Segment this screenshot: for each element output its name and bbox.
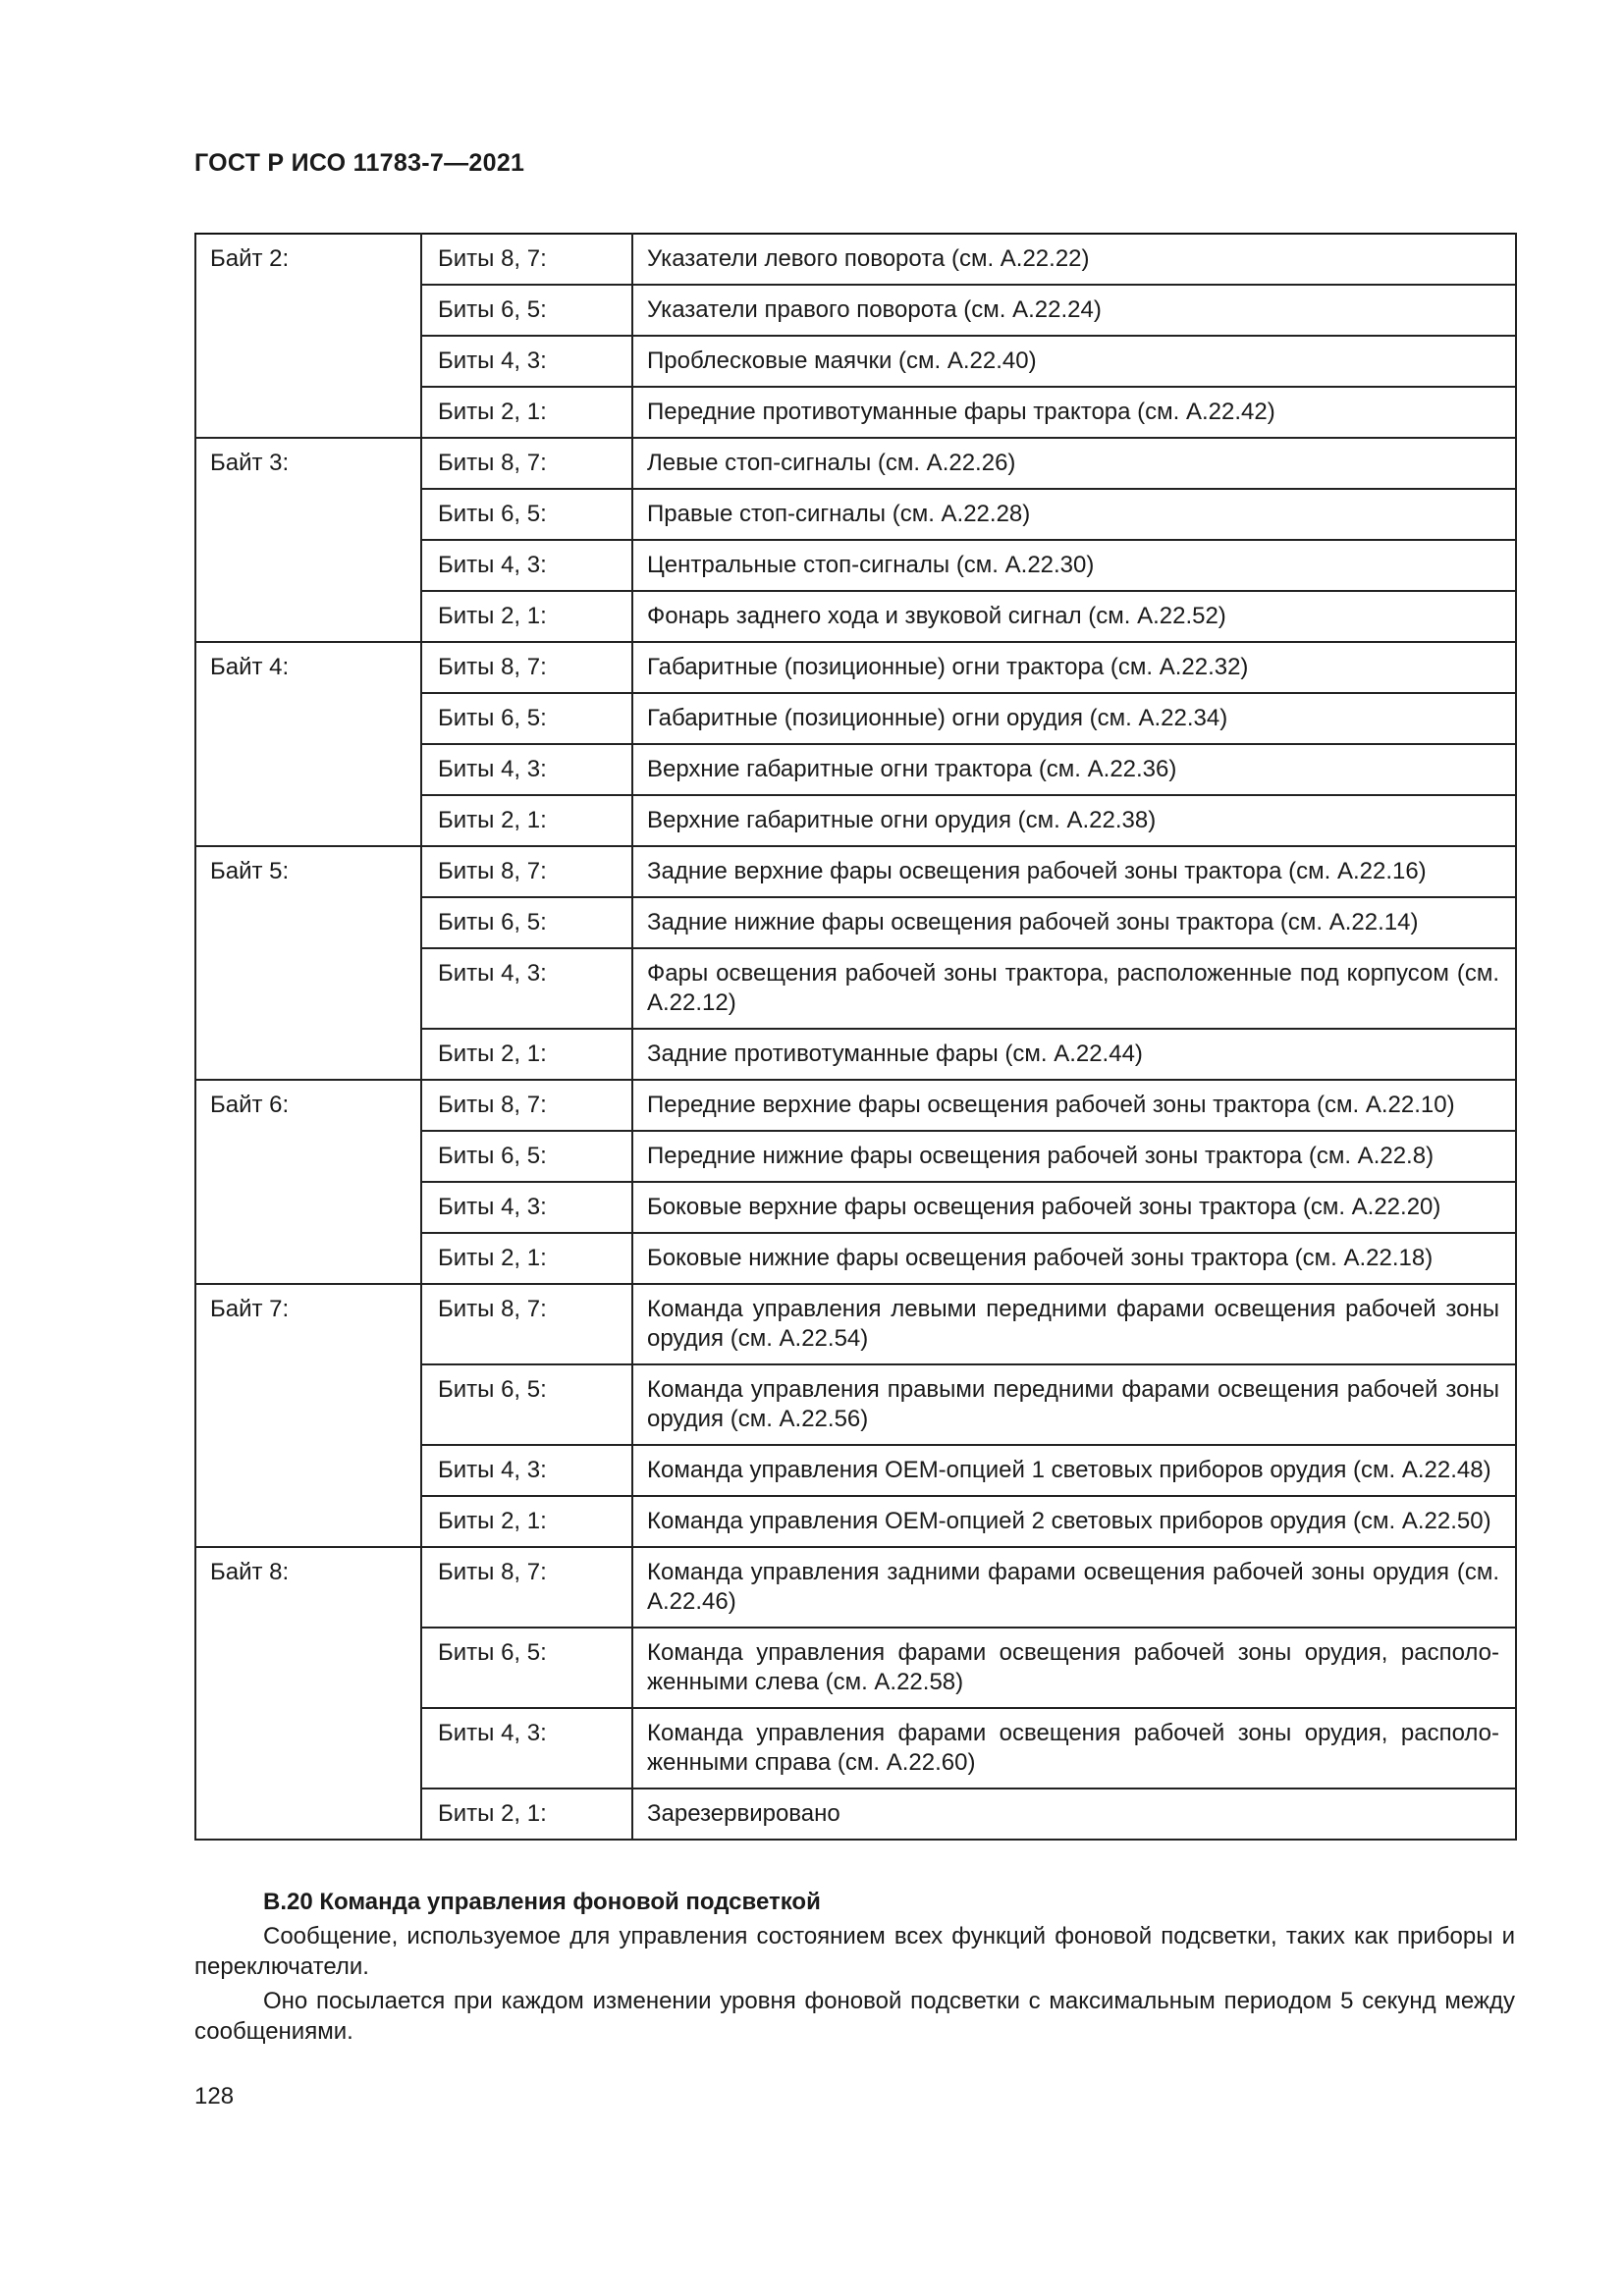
bit-description: Правые стоп-сигналы (см. А.22.28) (632, 489, 1516, 540)
page-number: 128 (194, 2083, 235, 2109)
table-row (195, 642, 1516, 693)
bits-label: Биты 4, 3: (421, 744, 632, 795)
bits-label: Биты 8, 7: (421, 1080, 632, 1131)
table-row (195, 234, 1516, 285)
bit-description: Боковые верхние фары освещения рабочей зоны трактора (см. А.22.20) (632, 1182, 1516, 1233)
bits-label: Биты 2, 1: (421, 795, 632, 846)
bits-label: Биты 8, 7: (421, 846, 632, 897)
bit-description: Задние противотуманные фары (см. А.22.44) (632, 1029, 1516, 1080)
bits-label: Биты 8, 7: (421, 642, 632, 693)
bits-label: Биты 6, 5: (421, 897, 632, 948)
bits-label: Биты 4, 3: (421, 1708, 632, 1789)
byte-label: Байт 7: (195, 1284, 421, 1547)
bits-label: Биты 4, 3: (421, 336, 632, 387)
bits-label: Биты 6, 5: (421, 1364, 632, 1445)
section-title: В.20 Команда управления фоновой подсветкой (263, 1889, 821, 1915)
bits-label: Биты 2, 1: (421, 1233, 632, 1284)
bits-label: Биты 8, 7: (421, 1547, 632, 1628)
bits-label: Биты 8, 7: (421, 438, 632, 489)
byte-label: Байт 2: (195, 234, 421, 438)
bit-description: Проблесковые маячки (см. А.22.40) (632, 336, 1516, 387)
bit-description: Задние верхние фары освещения рабочей зоны трактора (см. А.22.16) (632, 846, 1516, 897)
bits-label: Биты 2, 1: (421, 1029, 632, 1080)
bit-description: Габаритные (позиционные) огни трактора (см. А.22.32) (632, 642, 1516, 693)
bit-description: Верхние габаритные огни трактора (см. А.22.36) (632, 744, 1516, 795)
bits-label: Биты 2, 1: (421, 1496, 632, 1547)
table-row (195, 846, 1516, 897)
bit-description: Команда управления фарами освещения рабочей зоны орудия, располо-женными слева (см. А.22.58) (632, 1628, 1516, 1708)
bit-description: Фары освещения рабочей зоны трактора, расположенные под корпусом (см. А.22.12) (632, 948, 1516, 1029)
table-row (195, 1284, 1516, 1364)
table-row (195, 1080, 1516, 1131)
bits-label: Биты 2, 1: (421, 1789, 632, 1840)
bit-description: Габаритные (позиционные) огни орудия (см. А.22.34) (632, 693, 1516, 744)
table-row (195, 438, 1516, 489)
bit-description: Команда управления задними фарами освещения рабочей зоны орудия (см. А.22.46) (632, 1547, 1516, 1628)
bit-assignment-table (194, 233, 1517, 1841)
bits-label: Биты 4, 3: (421, 1182, 632, 1233)
bits-label: Биты 6, 5: (421, 1628, 632, 1708)
bit-description: Команда управления ОЕМ-опцией 2 световых приборов орудия (см. А.22.50) (632, 1496, 1516, 1547)
bits-label: Биты 2, 1: (421, 387, 632, 438)
table-row (195, 1547, 1516, 1628)
bit-description: Команда управления правыми передними фарами освещения рабочей зоны орудия (см. А.22.56) (632, 1364, 1516, 1445)
bits-label: Биты 8, 7: (421, 234, 632, 285)
bits-label: Биты 6, 5: (421, 693, 632, 744)
bit-description: Передние нижние фары освещения рабочей зоны трактора (см. А.22.8) (632, 1131, 1516, 1182)
bit-description: Зарезервировано (632, 1789, 1516, 1840)
byte-label: Байт 4: (195, 642, 421, 846)
bits-label: Биты 2, 1: (421, 591, 632, 642)
bits-label: Биты 6, 5: (421, 285, 632, 336)
document-header: ГОСТ Р ИСО 11783-7—2021 (194, 149, 525, 177)
bits-label: Биты 6, 5: (421, 489, 632, 540)
bit-description: Команда управления фарами освещения рабочей зоны орудия, располо-женными справа (см. А.22.60) (632, 1708, 1516, 1789)
bit-description: Указатели правого поворота (см. А.22.24) (632, 285, 1516, 336)
bit-description: Команда управления ОЕМ-опцией 1 световых приборов орудия (см. А.22.48) (632, 1445, 1516, 1496)
bits-label: Биты 4, 3: (421, 1445, 632, 1496)
bit-description: Центральные стоп-сигналы (см. А.22.30) (632, 540, 1516, 591)
section-paragraph-2: Оно посылается при каждом изменении уровня фоновой подсветки с максимальным периодом 5 секунд между сообщениями. (194, 1988, 1515, 2045)
bit-description: Передние противотуманные фары трактора (см. А.22.42) (632, 387, 1516, 438)
bit-description: Верхние габаритные огни орудия (см. А.22.38) (632, 795, 1516, 846)
bit-description: Боковые нижние фары освещения рабочей зоны трактора (см. А.22.18) (632, 1233, 1516, 1284)
bit-description: Передние верхние фары освещения рабочей зоны трактора (см. А.22.10) (632, 1080, 1516, 1131)
byte-label: Байт 3: (195, 438, 421, 642)
bit-description: Задние нижние фары освещения рабочей зоны трактора (см. А.22.14) (632, 897, 1516, 948)
byte-label: Байт 5: (195, 846, 421, 1080)
bits-label: Биты 6, 5: (421, 1131, 632, 1182)
section-paragraph-1: Сообщение, используемое для управления состоянием всех функций фоновой подсветки, таких как приборы и переключатели. (194, 1923, 1515, 1980)
bit-description: Фонарь заднего хода и звуковой сигнал (см. А.22.52) (632, 591, 1516, 642)
byte-label: Байт 8: (195, 1547, 421, 1840)
bit-description: Команда управления левыми передними фарами освещения рабочей зоны орудия (см. А.22.54) (632, 1284, 1516, 1364)
bits-label: Биты 4, 3: (421, 948, 632, 1029)
bits-label: Биты 4, 3: (421, 540, 632, 591)
bits-label: Биты 8, 7: (421, 1284, 632, 1364)
bit-description: Левые стоп-сигналы (см. А.22.26) (632, 438, 1516, 489)
table-body (195, 234, 1516, 1840)
byte-label: Байт 6: (195, 1080, 421, 1284)
bit-description: Указатели левого поворота (см. А.22.22) (632, 234, 1516, 285)
